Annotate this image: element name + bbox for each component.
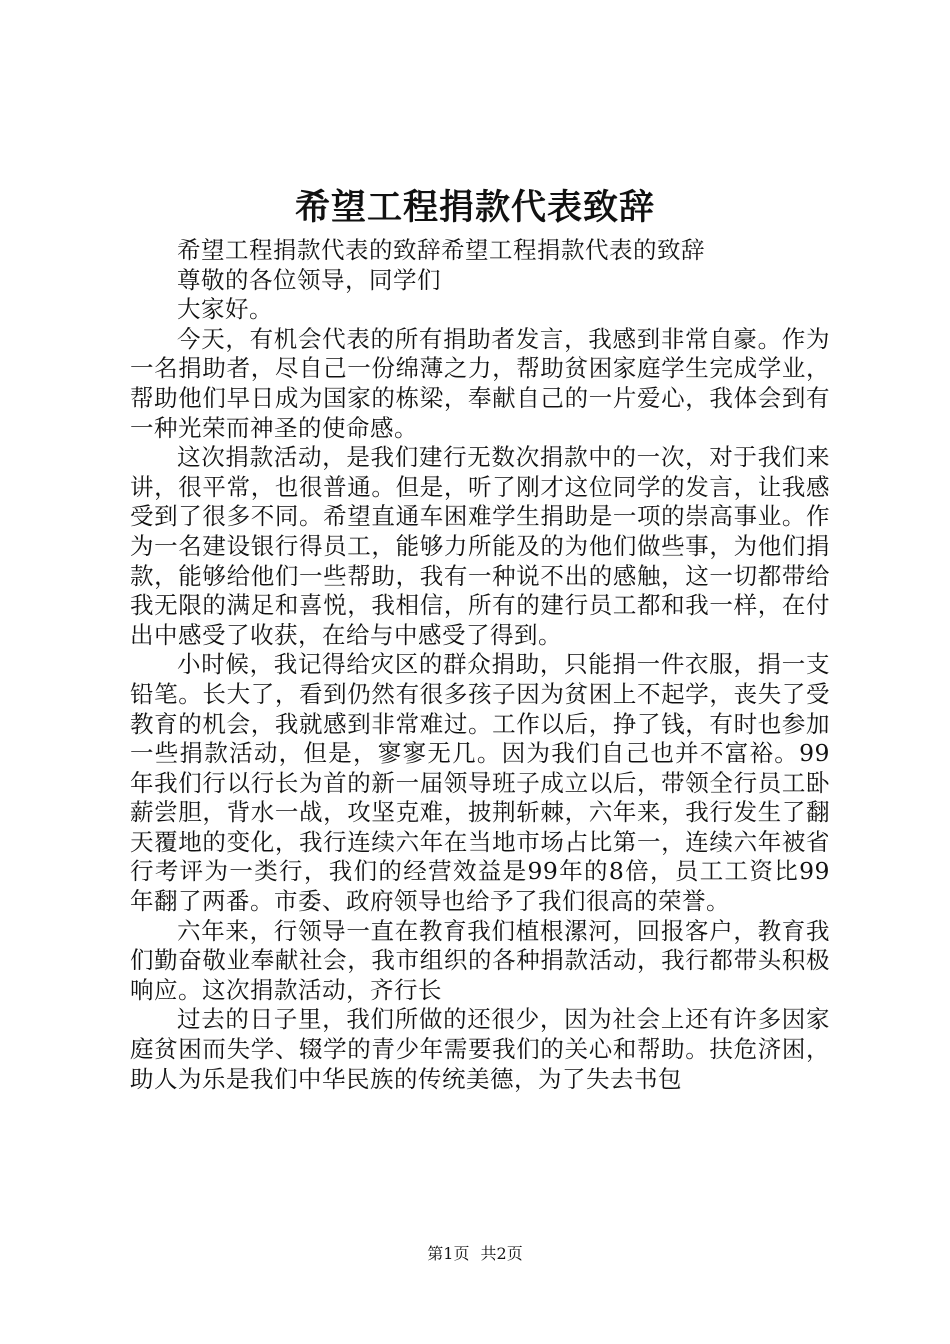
page-total: 共2页 xyxy=(480,1244,523,1263)
paragraph: 小时候，我记得给灾区的群众捐助，只能捐一件衣服，捐一支铅笔。长大了，看到仍然有很多孩子因为贫困上不起学，丧失了受教育的机会，我就感到非常难过。工作以后，挣了钱，有时也参加一些捐款活动，但是，寥寥无几。因为我们自己也并不富裕。99年我们行以行长为首的新一届领导班子成立以后，带领全行员工卧薪尝胆，背水一战，攻坚克难，披荆斩棘，六年来，我行发生了翻天覆地的变化，我行连续六年在当地市场占比第一，连续六年被省行考评为一类行，我们的经营效益是99年的8倍，员工工资比99年翻了两番。市委、政府领导也给予了我们很高的荣誉。 xyxy=(130,650,830,916)
paragraph: 尊敬的各位领导，同学们 xyxy=(177,265,441,294)
paragraph: 过去的日子里，我们所做的还很少，因为社会上还有许多因家庭贫困而失学、辍学的青少年需要我们的关心和帮助。扶危济困，助人为乐是我们中华民族的传统美德，为了失去书包 xyxy=(130,1005,830,1093)
page-number: 第1页 xyxy=(427,1244,470,1263)
paragraph: 这次捐款活动，是我们建行无数次捐款中的一次，对于我们来讲，很平常，也很普通。但是，听了刚才这位同学的发言，让我感受到了很多不同。希望直通车困难学生捐助是一项的崇高事业。作为一名建设银行得员工，能够力所能及的为他们做些事，为他们捐款，能够给他们一些帮助，我有一种说不出的感触，这一切都带给我无限的满足和喜悦，我相信，所有的建行员工都和我一样，在付出中感受了收获，在给与中感受了得到。 xyxy=(130,443,830,649)
paragraph: 希望工程捐款代表的致辞希望工程捐款代表的致辞 xyxy=(177,236,705,264)
paragraph: 今天，有机会代表的所有捐助者发言，我感到非常自豪。作为一名捐助者，尽自己一份绵薄之力，帮助贫困家庭学生完成学业，帮助他们早日成为国家的栋梁，奉献自己的一片爱心，我体会到有一种光荣而神圣的使命感。 xyxy=(130,324,830,442)
document-title: 希望工程捐款代表致辞 xyxy=(294,187,655,228)
paragraph: 大家好。 xyxy=(177,295,273,324)
page-footer xyxy=(0,1244,950,1264)
document-body xyxy=(130,236,830,1094)
paragraph: 六年来，行领导一直在教育我们植根漯河，回报客户，教育我们勤奋敬业奉献社会，我市组织的各种捐款活动，我行都带头积极响应。这次捐款活动，齐行长 xyxy=(130,916,830,1004)
